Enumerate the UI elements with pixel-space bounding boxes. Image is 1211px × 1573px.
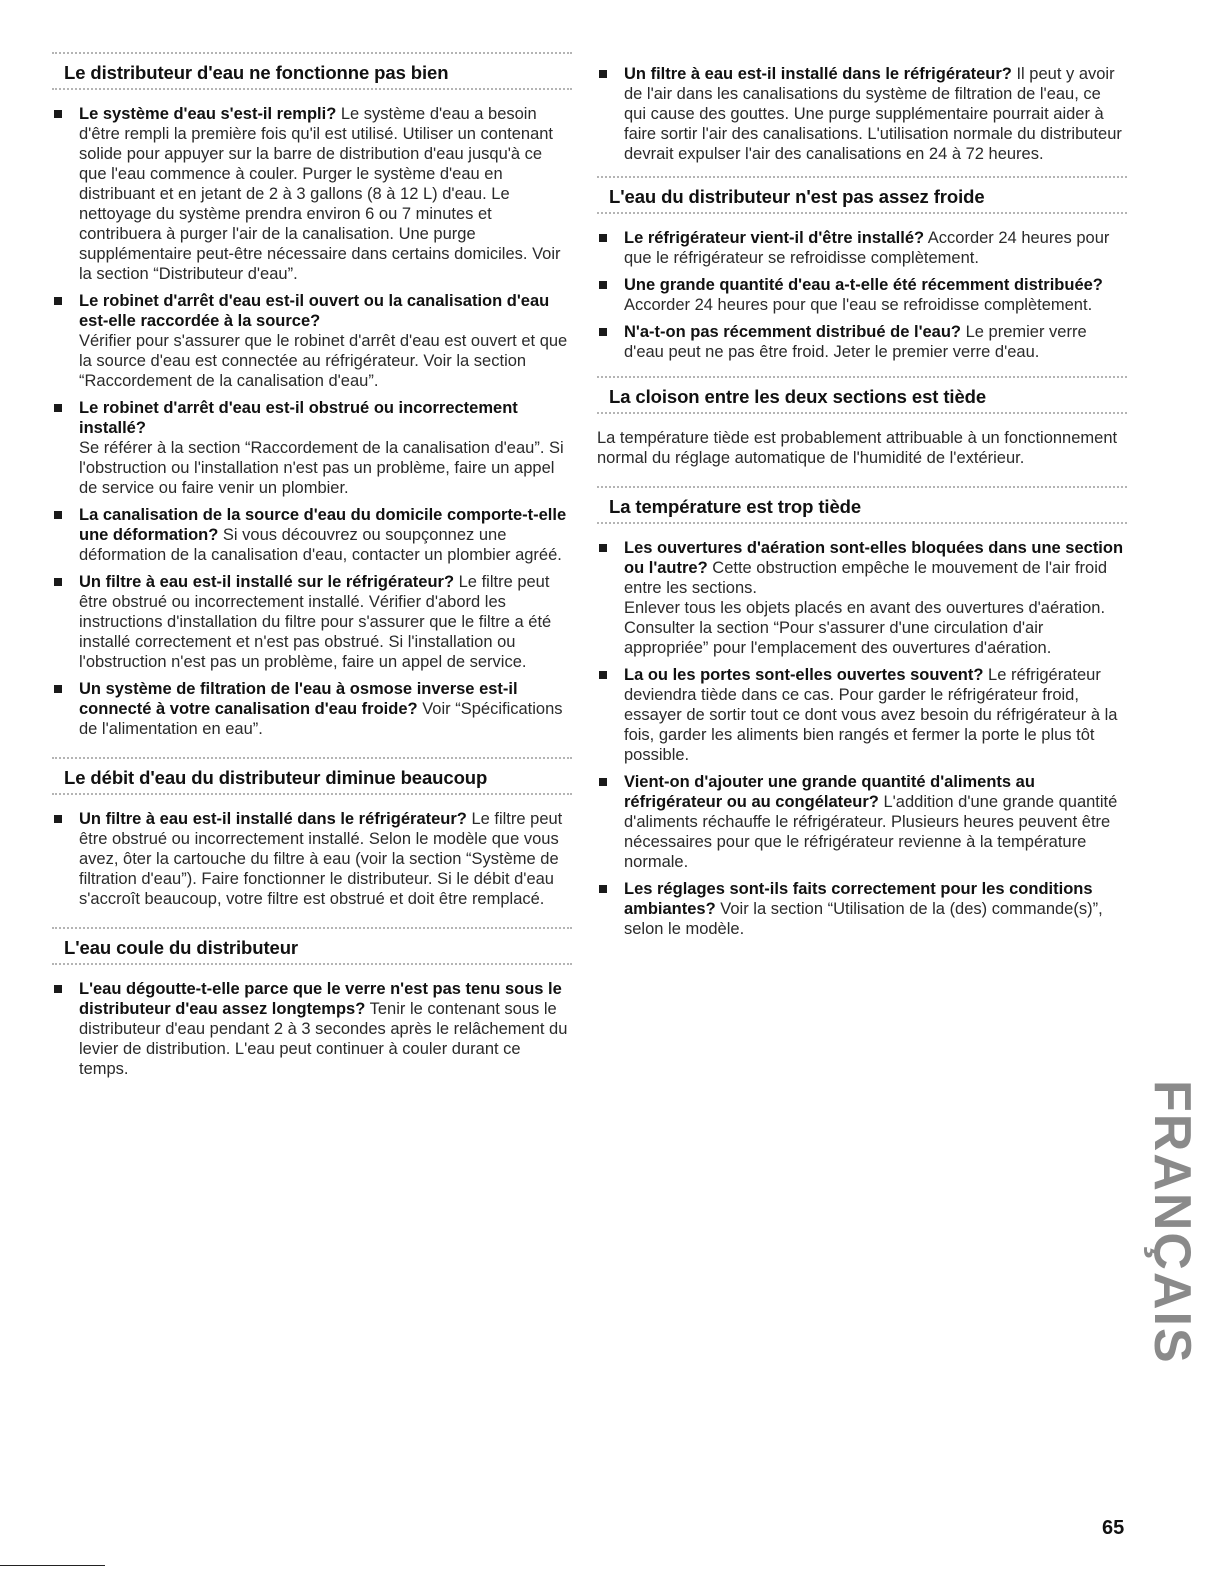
list-item [52,291,572,391]
item-answer: Se référer à la section “Raccordement de la canalisation d'eau”. Si l'obstruction ou l'installation n'est pas un problème, faire un appel de service ou faire venir un plombier. [79,439,564,497]
list-item [597,879,1127,939]
square-bullet-icon [54,110,62,118]
section-water-not-cold [597,176,1127,362]
square-bullet-icon [599,281,607,289]
item-question: Le robinet d'arrêt d'eau est-il obstrué ou incorrectement installé? [79,399,518,437]
list-item [597,772,1127,872]
section-header [52,52,572,90]
item-question: Les ouvertures d'aération sont-elles bloquées dans une section ou l'autre? [624,539,1124,577]
item-answer: Le réfrigérateur deviendra tiède dans ce cas. Pour garder le réfrigérateur froid, essayer de sortir tout ce dont vous avez besoin du réfrigérateur à la fois, garder les aliments bien rangés et fermer la porte le plus tôt possible. [624,666,1118,764]
section-title: L'eau coule du distributeur [64,937,298,958]
item-answer: Voir “Spécifications de l'alimentation en eau”. [79,700,563,738]
square-bullet-icon [54,578,62,586]
item-question: Un filtre à eau est-il installé sur le réfrigérateur? [79,573,455,591]
square-bullet-icon [599,885,607,893]
section-title: L'eau du distributeur n'est pas assez froide [609,186,985,207]
item-answer: Le premier verre d'eau peut ne pas être froid. Jeter le premier verre d'eau. [624,323,1087,361]
square-bullet-icon [54,815,62,823]
section-header [597,176,1127,214]
square-bullet-icon [599,234,607,242]
list-item [597,275,1127,315]
section-water-leaks [52,927,572,1079]
list-item [597,665,1127,765]
square-bullet-icon [54,511,62,519]
page-number: 65 [1102,1517,1125,1539]
list-item [597,228,1127,268]
item-answer: Accorder 24 heures pour que le réfrigérateur se refroidisse complètement. [624,229,1110,267]
item-question: Vient-on d'ajouter une grande quantité d'aliments au réfrigérateur ou au congélateur? [624,773,1035,811]
item-question: La ou les portes sont-elles ouvertes souvent? [624,666,984,684]
list-item [597,538,1127,658]
list-item [52,104,572,284]
item-answer: Le système d'eau a besoin d'être rempli la première fois qu'il est utilisé. Utiliser un contenant solide pour appuyer sur la barre de distribution d'eau jusqu'à ce que l'eau commence à couler. Purger le système d'eau en distribuant et en jetant de 2 à 3 gallons (8 à 12 L) d'eau. Le nettoyage du système prendra environ 6 ou 7 minutes et contribuera à purger l'air de la canalisation. Une purge supplémentaire peut-être nécessaire dans certains domiciles. Voir la section “Distributeur d'eau”. [79,105,561,283]
section-title: La température est trop tiède [609,496,862,517]
square-bullet-icon [599,544,607,552]
list-item [52,572,572,672]
item-answer: Accorder 24 heures pour que l'eau se refroidisse complètement. [624,296,1093,314]
item-question: Un filtre à eau est-il installé dans le réfrigérateur? [624,65,1012,83]
item-question: Un système de filtration de l'eau à osmose inverse est-il connecté à votre canalisation d'eau froide? [79,680,518,718]
section-temperature-too-warm [597,486,1127,939]
item-question: Le robinet d'arrêt d'eau est-il ouvert ou la canalisation d'eau est-elle raccordée à la source? [79,292,550,330]
item-question: Le réfrigérateur vient-il d'être installé? [624,229,925,247]
list-item [597,322,1127,362]
list-item [52,398,572,498]
square-bullet-icon [599,671,607,679]
list-item [52,679,572,739]
left-column [52,52,572,1091]
item-question: Une grande quantité d'eau a-t-elle été récemment distribuée? [624,276,1103,294]
section-header [597,486,1127,524]
section-flow-decreases [52,757,572,909]
item-answer: Il peut y avoir de l'air dans les canalisations du système de filtration de l'eau, ce qui cause des gouttes. Une purge supplémentaire pourrait aider à faire sortir l'air des canalisations. L'utilisation normale du distributeur devrait expulser l'air des canalisations en 24 à 72 heures. [624,65,1122,163]
item-answer: Si vous découvrez ou soupçonnez une déformation de la canalisation d'eau, contacter un plombier agréé. [79,526,562,564]
square-bullet-icon [54,985,62,993]
item-question: Le système d'eau s'est-il rempli? [79,105,337,123]
item-answer: Le filtre peut être obstrué ou incorrectement installé. Vérifier d'abord les instructions d'installation du filtre pour s'assurer que le filtre a été installé correctement et n'est pas obstrué. Si l'installation ou l'obstruction n'est pas un problème, faire un appel de service. [79,573,552,671]
square-bullet-icon [54,404,62,412]
square-bullet-icon [54,297,62,305]
item-answer-continued: Enlever tous les objets placés en avant des ouvertures d'aération. Consulter la section “Pour s'assurer d'une circulation d'air appropriée” pour l'emplacement des ouvertures d'aération. [624,599,1106,657]
section-header [52,757,572,795]
section-header [597,376,1127,414]
square-bullet-icon [599,70,607,78]
item-answer: Tenir le contenant sous le distributeur d'eau pendant 2 à 3 secondes après le relâchement du levier de distribution. L'eau peut continuer à couler durant ce temps. [79,1000,568,1078]
right-column [597,64,1127,951]
item-question: L'eau dégoutte-t-elle parce que le verre n'est pas tenu sous le distributeur d'eau assez longtemps? [79,980,562,1018]
section-title: Le débit d'eau du distributeur diminue beaucoup [64,767,488,788]
section-continued [597,64,1127,164]
section-title: Le distributeur d'eau ne fonctionne pas bien [64,62,449,83]
item-answer: Le filtre peut être obstrué ou incorrectement installé. Selon le modèle que vous avez, ôter la cartouche du filtre à eau (voir la section “Système de filtration d'eau”). Faire fonctionner le distributeur. Si le débit d'eau s'accroît beaucoup, votre filtre est obstrué et doit être remplacé. [79,810,563,908]
section-header [52,927,572,965]
square-bullet-icon [599,328,607,336]
section-paragraph: La température tiède est probablement attribuable à un fonctionnement normal du réglage automatique de l'humidité de l'extérieur. [597,429,1118,467]
item-answer: Cette obstruction empêche le mouvement de l'air froid entre les sections. [624,559,1108,597]
bottom-rule [0,1565,105,1566]
list-item [52,505,572,565]
item-question: Les réglages sont-ils faits correctement pour les conditions ambiantes? [624,880,1093,918]
language-tab [1142,1080,1202,1365]
item-answer: Vérifier pour s'assurer que le robinet d'arrêt d'eau est ouvert et que la source d'eau est connectée au réfrigérateur. Voir la section “Raccordement de la canalisation d'eau”. [79,332,568,390]
list-item [597,64,1127,164]
language-tab-label: FRANÇAIS [1143,1080,1201,1365]
square-bullet-icon [54,685,62,693]
item-question: Un filtre à eau est-il installé dans le réfrigérateur? [79,810,467,828]
section-distributor-not-working [52,52,572,739]
item-question: N'a-t-on pas récemment distribué de l'eau? [624,323,962,341]
section-title: La cloison entre les deux sections est tiède [609,386,987,407]
list-item [52,809,572,909]
item-answer: Voir la section “Utilisation de la (des) commande(s)”, selon le modèle. [624,900,1103,938]
section-partition-warm [597,376,1127,468]
item-question: La canalisation de la source d'eau du domicile comporte-t-elle une déformation? [79,506,567,544]
list-item [52,979,572,1079]
square-bullet-icon [599,778,607,786]
item-answer: L'addition d'une grande quantité d'aliments réchauffe le réfrigérateur. Plusieurs heures peuvent être nécessaires pour que le réfrigérateur revienne à la température normale. [624,793,1118,871]
